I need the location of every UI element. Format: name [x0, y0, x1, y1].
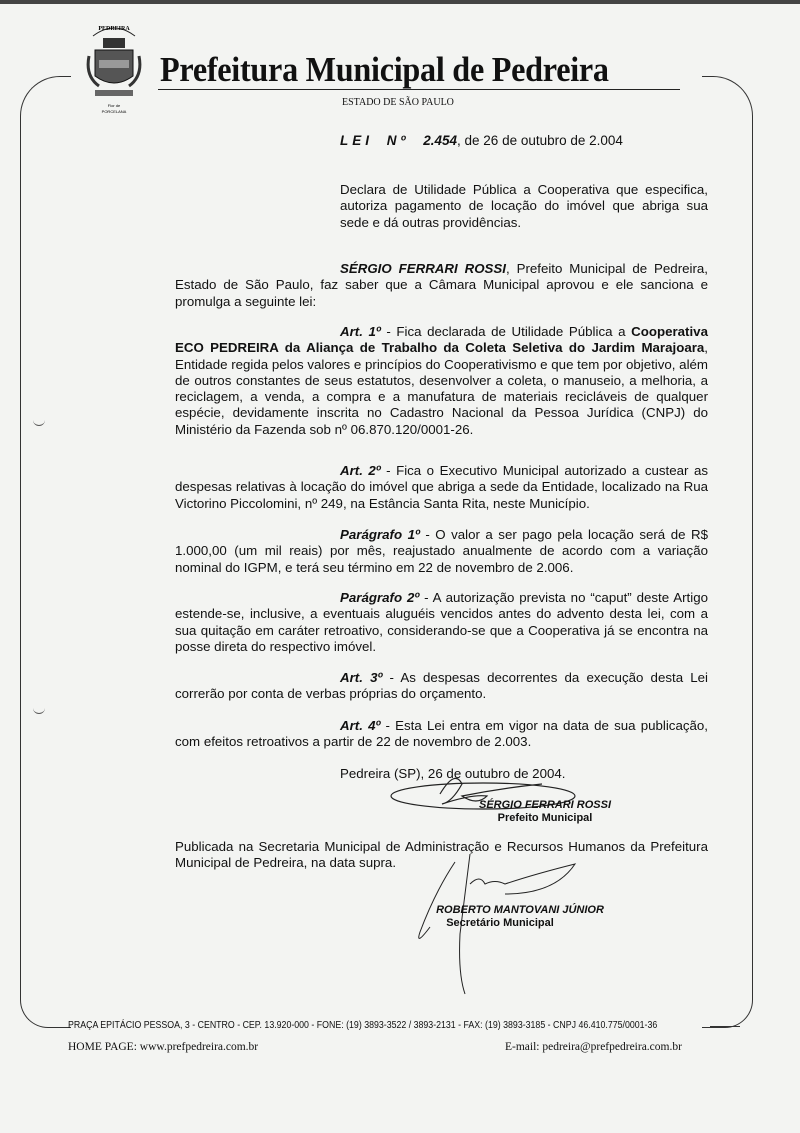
paragraph-1: [175, 527, 708, 576]
preamble-paragraph: [175, 261, 708, 310]
body-text: - Fica o Executivo Municipal autorizado a custear as despesas relativas à locação do imóvel que abriga a sede da Entidade, localizado na Rua Victorino Piccolomini, nº 249, na Estância Santa Rita, neste Município.: [175, 463, 708, 511]
svg-text:PEDREIRA: PEDREIRA: [98, 26, 130, 32]
law-label: LEI: [340, 133, 374, 148]
body-text: - O valor a ser pago pela locação será de R$ 1.000,00 (um mil reais) por mês, reajustado anualmente de acordo com a variação nominal do IGPM, e terá seu término em 22 de novembro de 2.006.: [175, 527, 708, 575]
article-3: [175, 670, 708, 703]
law-heading: [340, 133, 623, 148]
body-text: , Entidade regida pelos valores e princípios do Cooperativismo e que tem por objetivo, além de outros constantes de seus estatutos, desenvolver a coleta, o manuseio, a melhoria, a reciclagem, a venda, a compra e a manufatura de materiais recicláveis de qualquer espécie, devidamente inscrita no Cadastro Nacional da Pessoa Jurídica (CNPJ) do Ministério da Fazenda sob nº 06.870.120/0001-26.: [175, 340, 708, 437]
article-4: [175, 718, 708, 751]
border-frame-left: [20, 76, 71, 1028]
footer-address: PRAÇA EPITÁCIO PESSOA, 3 - CENTRO - CEP. 13.920-000 - FONE: (19) 3893-3522 / 3893-2131 - FAX: (19) 3893-3185 - CNPJ 46.410.775/0001-36: [68, 1020, 658, 1031]
emphasis-text: Parágrafo 2º: [340, 590, 420, 605]
emphasis-text: Art. 4º: [340, 718, 381, 733]
body-text: - Esta Lei entra em vigor na data de sua publicação, com efeitos retroativos a partir de 22 de novembro de 2.003.: [175, 718, 708, 750]
body-text: - As despesas decorrentes da execução desta Lei correrão por conta de verbas próprias do orçamento.: [175, 670, 708, 702]
emphasis-text: SÉRGIO FERRARI ROSSI: [340, 261, 506, 276]
law-number-label: Nº: [386, 133, 410, 148]
emphasis-text: Art. 3º: [340, 670, 383, 685]
signer-1-name: SÉRGIO FERRARI ROSSI: [478, 799, 612, 811]
signer-1-role: Prefeito Municipal: [497, 812, 593, 824]
law-date: , de 26 de outubro de 2.004: [457, 133, 623, 148]
footer-email[interactable]: E-mail: pedreira@prefpedreira.com.br: [505, 1041, 682, 1053]
emphasis-text: Cooperativa ECO PEDREIRA da Aliança de Trabalho da Coleta Seletiva do Jardim Marajoara: [175, 324, 708, 356]
border-frame-right: [702, 76, 753, 1028]
title-underline: [158, 89, 680, 90]
law-number: 2.454: [423, 133, 458, 148]
letterhead-state: ESTADO DE SÃO PAULO: [342, 97, 454, 108]
publication-note: Publicada na Secretaria Municipal de Administração e Recursos Humanos da Prefeitura Municipal de Pedreira, na data supra.: [175, 839, 708, 871]
footer-homepage[interactable]: HOME PAGE: www.prefpedreira.com.br: [68, 1041, 259, 1053]
body-text: - A autorização prevista no “caput” deste Artigo estende-se, inclusive, a eventuais aluguéis vencidos antes do advento desta lei, com a sua quitação em caráter retroativo, considerando-se que a Cooperativa já se encontra na posse direta do respectivo imóvel.: [175, 590, 708, 654]
article-2: [175, 463, 708, 512]
svg-text:Flor de: Flor de: [107, 103, 121, 108]
signer-2-role: Secretário Municipal: [446, 917, 554, 929]
emphasis-text: Art. 2º: [340, 463, 381, 478]
svg-text:PORCELANA: PORCELANA: [101, 109, 127, 114]
footer-rule: [710, 1026, 740, 1027]
body-text: , Prefeito Municipal de Pedreira, Estado de São Paulo, faz saber que a Câmara Municipal aprovou e ele sanciona e promulga a seguinte lei:: [175, 261, 708, 309]
dateline: Pedreira (SP), 26 de outubro de 2004.: [340, 766, 566, 781]
article-1: [175, 324, 708, 438]
emphasis-text: Parágrafo 1º: [340, 527, 420, 542]
signer-2-name: ROBERTO MANTOVANI JÚNIOR: [436, 904, 604, 916]
coat-of-arms-logo: [85, 16, 143, 124]
law-summary: Declara de Utilidade Pública a Cooperativa que especifica, autoriza pagamento de locação do imóvel que abriga sua sede e dá outras providências.: [340, 182, 708, 230]
paragraph-2: [175, 590, 708, 655]
letterhead-title: Prefeitura Municipal de Pedreira: [160, 50, 609, 89]
emphasis-text: Art. 1º: [340, 324, 381, 339]
body-text: - Fica declarada de Utilidade Pública a: [380, 324, 632, 339]
